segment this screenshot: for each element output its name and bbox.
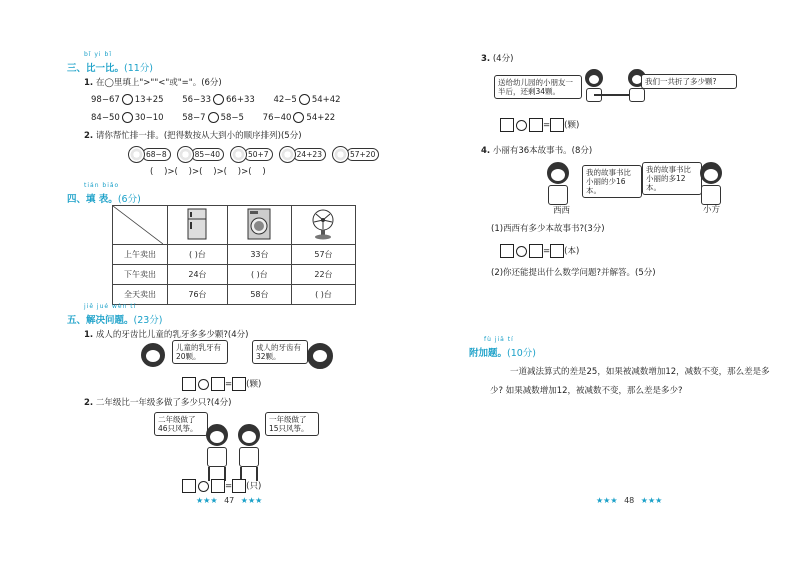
answer-circle[interactable]: [208, 112, 219, 123]
section-3-title: [67, 60, 153, 74]
problem-1: [84, 328, 248, 340]
name-label-xiaofang: 小方: [703, 205, 721, 215]
girl-icon: [238, 424, 260, 481]
question-number: 2.: [84, 131, 94, 141]
bonus-section-title: [469, 345, 536, 359]
name-label-xixi: 西西: [553, 206, 571, 216]
bonus-text-line-2: 少? 如果减数增加12，被减数不变，那么差是多少?: [490, 386, 683, 396]
answer-box[interactable]: [211, 479, 225, 493]
bonus-pinyin: fù jiā tí: [484, 336, 514, 343]
question-number: 1.: [84, 78, 94, 88]
section-4-title: [67, 191, 141, 205]
compare-row-2: [91, 112, 391, 123]
table-cell: 57台: [291, 245, 355, 265]
answer-box[interactable]: [529, 118, 543, 132]
snail-expression: 85−40: [191, 148, 224, 161]
table-row: [113, 285, 356, 305]
question-text: 二年级比一年级多做了多少只?(4分): [95, 398, 232, 408]
row-label: 全天卖出: [113, 285, 168, 305]
question-number: 1.: [84, 330, 94, 340]
compare-row-1: [91, 94, 391, 105]
question-1: [84, 76, 222, 88]
boy-icon: [547, 162, 569, 205]
answer-circle[interactable]: [213, 94, 224, 105]
snail-card: [177, 146, 224, 163]
expression: 58−5: [220, 113, 244, 123]
sales-table: [112, 205, 356, 305]
sec4-pinyin: tián biǎo: [84, 182, 120, 189]
answer-box[interactable]: [500, 118, 514, 132]
section-points: (6分): [117, 194, 141, 205]
unit-label: (本): [564, 246, 580, 257]
answer-box[interactable]: [232, 479, 246, 493]
expression: 54+22: [306, 113, 336, 123]
snail-expression: 57+20: [346, 148, 379, 161]
page-number: 47: [224, 496, 235, 505]
girl-figure-2: [238, 424, 260, 484]
girl-figure-1: [206, 424, 228, 484]
equation-row: = (只): [182, 479, 261, 493]
table-corner: [113, 206, 168, 245]
snail-expression: 68−8: [142, 148, 171, 161]
snail-shell-icon: [128, 146, 145, 163]
answer-box[interactable]: [550, 244, 564, 258]
question-text: 成人的牙齿比儿童的乳牙多多少颗?(4分): [95, 330, 249, 340]
fan-icon: [291, 206, 355, 245]
equation-row: = (颗): [182, 377, 261, 391]
snail-expression: 24+23: [293, 148, 326, 161]
question-number: 2.: [84, 398, 94, 408]
section-title-text: 四、填 表。: [67, 194, 118, 205]
section-points: (11分): [124, 63, 154, 74]
child-figure: [585, 69, 603, 105]
xixi-figure: [547, 162, 569, 208]
unit-label: (颗): [564, 120, 580, 131]
table-cell-blank[interactable]: ( )台: [291, 285, 355, 305]
unit-label: (只): [246, 481, 262, 492]
page-footer-left: [196, 496, 262, 505]
section-title-text: 附加题。: [469, 348, 508, 359]
boy-figure: [141, 343, 165, 367]
question-number: 3.: [481, 54, 491, 64]
sec3-pinyin: bǐ yi bǐ: [84, 51, 112, 58]
star-decoration-icon: ★★★: [596, 496, 618, 505]
fridge-icon: [168, 206, 228, 245]
table-cell: 58台: [227, 285, 291, 305]
answer-box[interactable]: [550, 118, 564, 132]
question-2: [84, 129, 302, 141]
snail-card: [128, 146, 171, 163]
snail-shell-icon: [230, 146, 247, 163]
snail-card: [230, 146, 273, 163]
expression: 98−67: [91, 95, 120, 105]
question-number: 4.: [481, 146, 491, 156]
sec5-pinyin: jiě jué wèn tí: [84, 303, 137, 310]
operator-circle[interactable]: [516, 120, 527, 131]
section-title-text: 五、解决问题。: [67, 315, 134, 326]
table-cell-blank[interactable]: ( )台: [227, 265, 291, 285]
answer-box[interactable]: [211, 377, 225, 391]
expression: 56−33: [182, 95, 211, 105]
table-cell: 76台: [168, 285, 228, 305]
speech-bubble: 我的故事书比小丽的多12本。: [642, 162, 702, 195]
expression: 54+42: [311, 95, 341, 105]
woman-figure: [307, 343, 333, 369]
speech-bubble: 我们一共折了多少颗?: [641, 74, 737, 89]
section-points: (23分): [133, 315, 163, 326]
expression: 84−50: [91, 113, 120, 123]
answer-box[interactable]: [500, 244, 514, 258]
child-icon: [585, 69, 603, 102]
question-text: 小丽有36本故事书。(8分): [492, 146, 593, 156]
section-5-title: [67, 312, 163, 326]
question-text: 请你帮忙排一排。(把得数按从大到小的顺序排列)(5分): [95, 131, 302, 141]
page-number: 48: [624, 496, 635, 505]
table-row: [113, 245, 356, 265]
equation-row: = (本): [500, 244, 579, 258]
page-footer-right: [596, 496, 662, 505]
answer-circle[interactable]: [293, 112, 304, 123]
snail-expression: 50+7: [244, 148, 273, 161]
woman-head-icon: [307, 343, 333, 369]
problem-4: [481, 144, 592, 156]
order-answer-line[interactable]: ( )>( )>( )>( )>( ): [150, 167, 266, 177]
snail-shell-icon: [177, 146, 194, 163]
section-points: (10分): [507, 348, 537, 359]
question-text: (4分): [492, 54, 514, 64]
expression: 42−5: [273, 95, 297, 105]
snail-card: [332, 146, 379, 163]
speech-bubble: 成人的牙齿有32颗。: [252, 340, 308, 364]
speech-bubble: 我的故事书比小丽的少16本。: [582, 165, 642, 198]
row-label: 上午卖出: [113, 245, 168, 265]
question-text: 在◯里填上">""<"或"="。(6分): [95, 78, 222, 88]
table-cell: 33台: [227, 245, 291, 265]
table-cell: 22台: [291, 265, 355, 285]
boy-head-icon: [141, 343, 165, 367]
speech-bubble: 儿童的乳牙有20颗。: [172, 340, 228, 364]
answer-box[interactable]: [182, 377, 196, 391]
speech-bubble: 一年级做了15只风筝。: [265, 412, 319, 436]
expression: 30−10: [134, 113, 164, 123]
snail-shell-icon: [332, 146, 349, 163]
star-decoration-icon: ★★★: [196, 496, 218, 505]
equation-row: = (颗): [500, 118, 579, 132]
star-decoration-icon: ★★★: [240, 496, 263, 505]
row-label: 下午卖出: [113, 265, 168, 285]
unit-label: (颗): [246, 379, 262, 390]
bonus-text-line-1: 一道减法算式的差是25，如果被减数增加12，减数不变，那么差是多: [510, 367, 770, 377]
operator-circle[interactable]: [198, 481, 209, 492]
star-decoration-icon: ★★★: [640, 496, 663, 505]
answer-box[interactable]: [529, 244, 543, 258]
operator-circle[interactable]: [516, 246, 527, 257]
speech-bubble: 送给幼儿园的小朋友一半后，还剩34颗。: [494, 75, 582, 99]
problem-3: [481, 52, 513, 64]
answer-circle[interactable]: [122, 94, 133, 105]
expression: 76−40: [262, 113, 292, 123]
snail-card: [279, 146, 326, 163]
expression: 66+33: [226, 95, 255, 105]
washing-machine-icon: [227, 206, 291, 245]
snail-shell-icon: [279, 146, 296, 163]
problem-2: [84, 396, 231, 408]
sub-question-1: (1)西西有多少本故事书?(3分): [491, 224, 605, 234]
sub-question-2: (2)你还能提出什么数学问题?并解答。(5分): [491, 268, 656, 278]
table-cell: 24台: [168, 265, 228, 285]
answer-box[interactable]: [232, 377, 246, 391]
answer-circle[interactable]: [122, 112, 133, 123]
expression: 13+25: [134, 95, 164, 105]
speech-bubble: 二年级做了46只风筝。: [154, 412, 208, 436]
table-row: [113, 265, 356, 285]
girl-icon: [700, 162, 722, 205]
section-title-text: 三、比一比。: [67, 63, 125, 74]
operator-circle[interactable]: [198, 379, 209, 390]
answer-box[interactable]: [182, 479, 196, 493]
answer-circle[interactable]: [299, 94, 310, 105]
xiaofang-figure: [700, 162, 722, 208]
expression: 58−7: [182, 113, 206, 123]
snail-row: [128, 146, 379, 163]
girl-icon: [206, 424, 228, 481]
table-cell-blank[interactable]: ( )台: [168, 245, 228, 265]
